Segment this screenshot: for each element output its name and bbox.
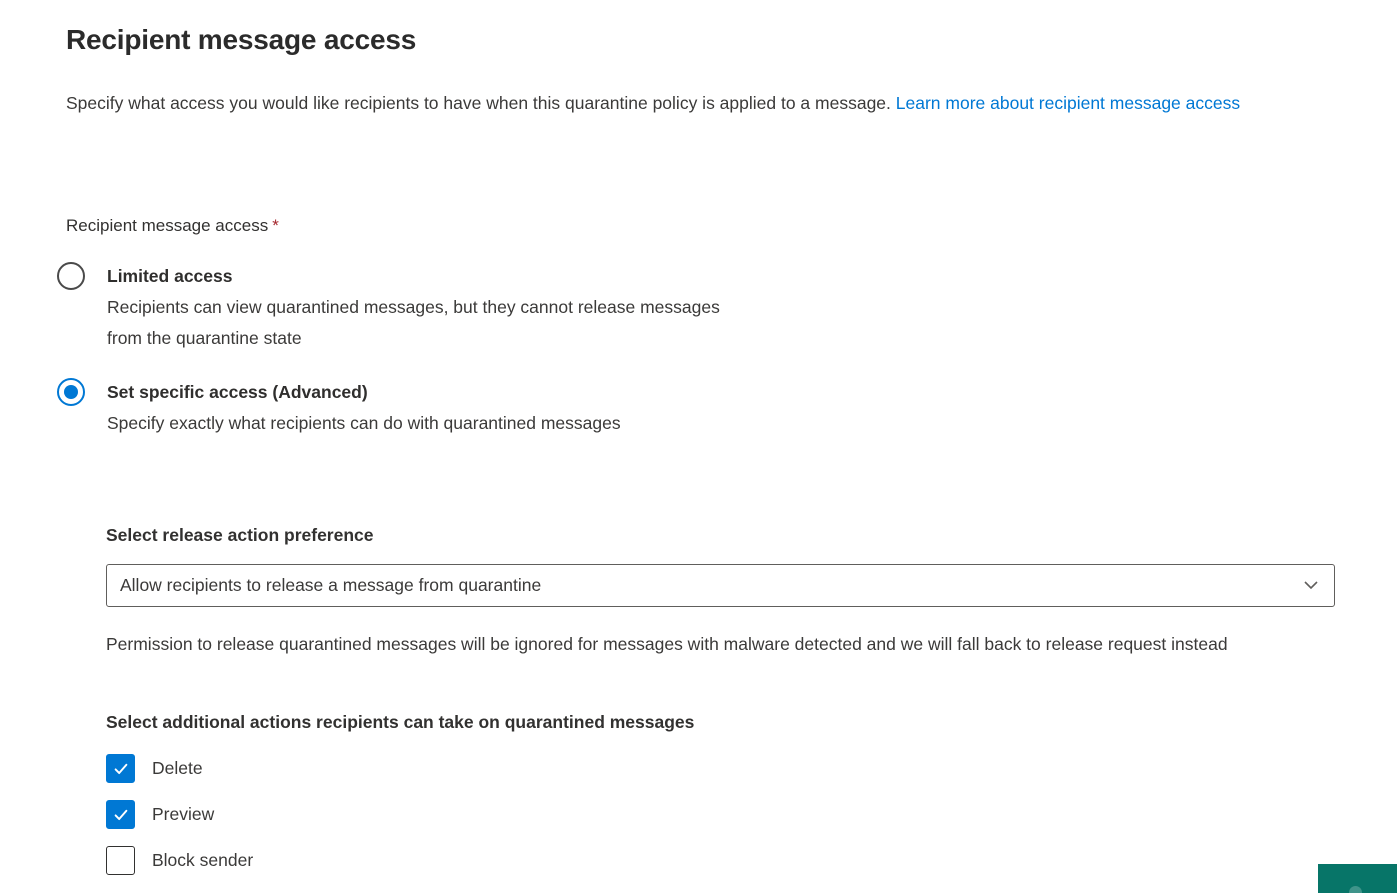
feedback-icon: [1349, 886, 1362, 893]
chevron-down-icon: [1304, 578, 1318, 592]
preview-checkbox[interactable]: [106, 800, 135, 829]
limited-access-radio[interactable]: [57, 262, 85, 290]
limited-access-body: [107, 261, 757, 354]
release-action-dropdown[interactable]: [106, 564, 1335, 607]
delete-checkbox-label: Delete: [152, 758, 203, 778]
page-description-text: Specify what access you would like recipients to have when this quarantine policy is applied to a message.: [66, 93, 896, 113]
radio-option-limited-access[interactable]: [57, 261, 757, 354]
required-asterisk: *: [272, 216, 279, 235]
checkmark-icon: [112, 760, 130, 778]
feedback-button[interactable]: [1318, 864, 1397, 893]
checkbox-row-block-sender[interactable]: [106, 846, 253, 875]
set-specific-access-radio[interactable]: [57, 378, 85, 406]
radio-option-set-specific-access[interactable]: [57, 377, 621, 439]
checkmark-icon: [112, 806, 130, 824]
set-specific-access-description: Specify exactly what recipients can do with quarantined messages: [107, 413, 621, 433]
page-title: Recipient message access: [66, 24, 417, 55]
release-action-selected-value: Allow recipients to release a message from quarantine: [120, 575, 542, 595]
release-permission-note: Permission to release quarantined messages will be ignored for messages with malware detected and we will fall back to release request instead: [106, 634, 1228, 654]
delete-checkbox[interactable]: [106, 754, 135, 783]
release-action-label: Select release action preference: [106, 525, 374, 545]
limited-access-description: Recipients can view quarantined messages, but they cannot release messages from the quarantine state: [107, 297, 720, 348]
learn-more-link[interactable]: Learn more about recipient message access: [895, 93, 1241, 113]
additional-actions-label: Select additional actions recipients can take on quarantined messages: [106, 712, 695, 732]
recipient-access-field-label: [66, 216, 279, 236]
page-description: [66, 89, 1338, 117]
block-sender-checkbox-label: Block sender: [152, 850, 254, 870]
limited-access-label: Limited access: [107, 266, 233, 286]
block-sender-checkbox[interactable]: [106, 846, 135, 875]
checkbox-row-delete[interactable]: [106, 754, 203, 783]
recipient-access-field-label-text: Recipient message access: [66, 216, 269, 235]
checkbox-row-preview[interactable]: [106, 800, 214, 829]
set-specific-access-label: Set specific access (Advanced): [107, 382, 368, 402]
set-specific-access-body: [107, 377, 621, 439]
radio-dot: [64, 385, 78, 399]
preview-checkbox-label: Preview: [152, 804, 215, 824]
radio-dot: [64, 269, 78, 283]
